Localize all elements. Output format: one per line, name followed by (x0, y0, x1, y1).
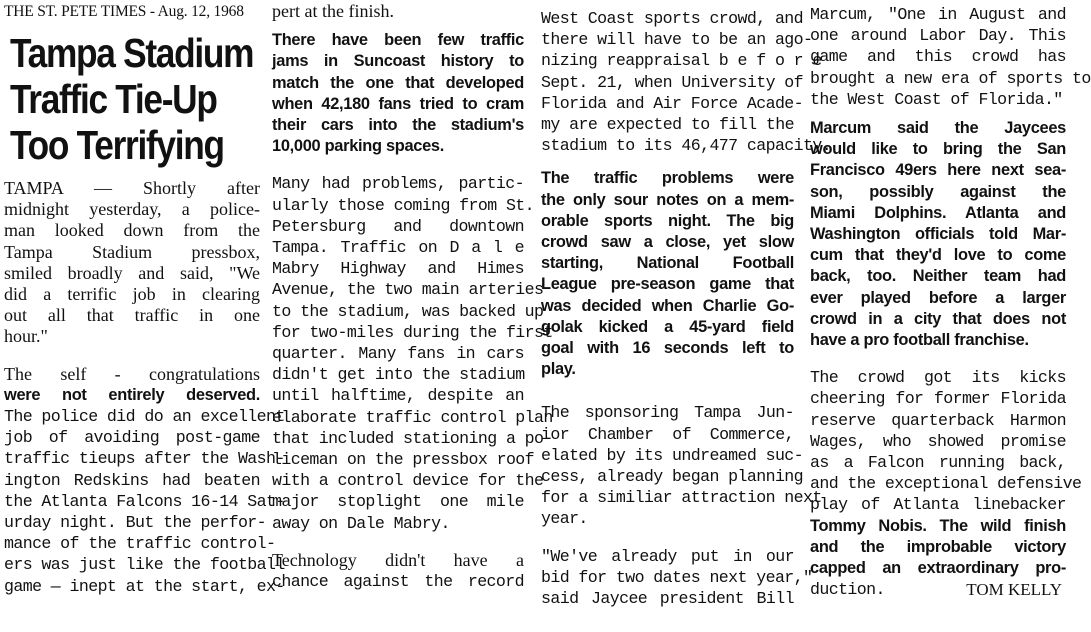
text-line: The crowd got its kicks (810, 368, 1066, 388)
text-line: and the exceptional defensive (810, 474, 1082, 494)
text-line: their cars into the stadium's (272, 116, 524, 135)
paragraph-bold (272, 30, 524, 157)
text-line: capped an extraordinary pro- (810, 559, 1066, 578)
text-line: ers was just like the football (4, 555, 285, 575)
text-line: cess, already began planning (541, 467, 804, 487)
text-line: there will have to be an ago- (541, 30, 813, 50)
text-line: and the improbable victory (810, 537, 1066, 556)
paragraph-bold (541, 168, 794, 380)
text-line: until halftime, despite an (272, 386, 524, 406)
text-line: The police did do an excellent (4, 407, 285, 427)
text-line: goal with 16 seconds left to (541, 339, 794, 358)
text-line: duction. (810, 580, 885, 600)
paragraph (541, 546, 813, 610)
text-line: Washington officials told Mar- (810, 225, 1066, 244)
text-line: urday night. But the perfor- (4, 513, 267, 533)
text-line: 10,000 parking spaces. (272, 137, 444, 156)
text-line: ever played before a larger (810, 288, 1066, 307)
text-line: have a pro football franchise. (810, 331, 1029, 350)
text-line: The self - congratulations (4, 363, 260, 384)
text-line: the Atlanta Falcons 16-14 Sat- (4, 491, 285, 511)
text-line: pert at the finish. (272, 1, 394, 21)
text-line: golak kicked a 45-yard field (541, 317, 794, 336)
paragraph (272, 550, 524, 592)
text-line: for two-miles during the first (272, 322, 553, 342)
text-line: play of Atlanta linebacker (810, 495, 1066, 515)
text-line: ington Redskins had beaten (4, 470, 260, 490)
paragraph (4, 178, 260, 348)
text-line: job of avoiding post-game (4, 428, 260, 448)
paragraph (810, 367, 1082, 600)
text-line: brought a new era of sports to (810, 68, 1091, 88)
text-line: The traffic problems were (541, 169, 794, 188)
text-line: Wages, who showed promise (810, 431, 1066, 451)
text-line: Marcum said the Jaycees (810, 119, 1066, 138)
paragraph-bold (810, 118, 1066, 351)
text-line: Florida and Air Force Acade- (541, 93, 804, 113)
headline-line-1: Tampa Stadium (10, 30, 254, 76)
text-line: cheering for former Florida (810, 389, 1066, 409)
paragraph (272, 1, 524, 22)
paragraph (541, 402, 822, 529)
text-line: Tampa Stadium pressbox, (4, 241, 260, 262)
article-column-4 (810, 0, 1091, 632)
text-line: There have been few traffic (272, 31, 524, 50)
text-line: crowd in a city that does not (810, 309, 1066, 328)
text-line: midnight yesterday, a police- (4, 199, 260, 220)
text-line: Avenue, the two main arteries (272, 280, 544, 300)
headline-line-3: Too Terrifying (10, 122, 224, 168)
text-line: TAMPA — Shortly after (4, 178, 260, 198)
text-line: jams in Suncoast history to (272, 52, 524, 71)
text-line: Sept. 21, when University of (541, 72, 804, 92)
headline (10, 30, 254, 168)
text-line: game — inept at the start, ex- (4, 576, 285, 596)
text-line: game and this crowd has (810, 47, 1066, 67)
text-line: man looked down from the (4, 220, 260, 241)
text-line: that included stationing a po- (272, 428, 553, 448)
text-line: play. (541, 360, 576, 379)
text-line: ior Chamber of Commerce, (541, 424, 794, 444)
text-line: orable sports night. The big (541, 211, 794, 230)
article-column-3 (541, 0, 832, 632)
text-line: for a similiar attraction next (541, 488, 822, 508)
text-line: away on Dale Mabry. (272, 513, 450, 533)
text-line: Marcum, "One in August and (810, 5, 1066, 24)
text-line: year. (541, 509, 588, 529)
text-line: to the stadium, was backed up (272, 301, 544, 321)
text-line: match the one that developed (272, 73, 524, 92)
text-line: West Coast sports crowd, and (541, 9, 804, 28)
text-line: starting, National Football (541, 254, 794, 273)
text-line: bid for two dates next year," (541, 567, 813, 587)
text-line: elaborate traffic control plan (272, 407, 553, 427)
text-line: ularly those coming from St. (272, 195, 535, 215)
text-line: crowd saw a close, yet slow (541, 233, 794, 252)
text-line: Technology didn't have a (272, 549, 524, 570)
text-line: my are expected to fill the (541, 115, 794, 135)
text-line: Petersburg and downtown (272, 216, 524, 236)
text-line: elated by its undreamed suc- (541, 445, 804, 465)
text-line: chance against the record (272, 572, 524, 592)
text-line: son, possibly against the (810, 182, 1066, 201)
text-line: stadium to its 46,477 capacity. (541, 136, 832, 156)
text-line: Tommy Nobis. The wild finish (810, 516, 1066, 535)
text-line: Many had problems, partic- (272, 174, 524, 194)
text-line: with a control device for the (272, 471, 544, 491)
text-line: as a Falcon running back, (810, 453, 1066, 473)
text-line: cum that they'd love to come (810, 246, 1066, 265)
text-line: smiled broadly and said, "We (4, 262, 260, 283)
text-line: back, too. Neither team had (810, 267, 1066, 286)
paragraph (4, 363, 285, 597)
text-line: hour." (4, 326, 48, 347)
paragraph (810, 4, 1091, 110)
text-line: traffic tieups after the Wash- (4, 449, 285, 469)
byline: TOM KELLY (966, 580, 1062, 600)
text-line: the only sour notes on a mem- (541, 190, 794, 209)
text-line: The sponsoring Tampa Jun- (541, 403, 794, 423)
text-line: said Jaycee president Bill (541, 589, 794, 609)
text-line: when 42,180 fans tried to cram (272, 94, 524, 113)
text-line: did a terrific job in clearing (4, 284, 260, 305)
text-line: "We've already put in our (541, 546, 794, 566)
text-line: Francisco 49ers here next sea- (810, 161, 1066, 180)
text-line: the West Coast of Florida." (810, 89, 1063, 109)
text-line: major stoplight one mile (272, 492, 524, 512)
text-line: reserve quarterback Harmon (810, 410, 1066, 430)
text-line: Tampa. Traffic on D a l e (272, 238, 524, 258)
text-line: was decided when Charlie Go- (541, 296, 794, 315)
text-line: would like to bring the San (810, 140, 1066, 159)
headline-line-2: Traffic Tie-Up (10, 76, 217, 122)
paragraph (272, 173, 553, 533)
dateline: THE ST. PETE TIMES - Aug. 12, 1968 (4, 3, 244, 20)
text-line: were not entirely deserved. (4, 385, 260, 404)
text-line: League pre-season game that (541, 275, 794, 294)
article-column-2 (272, 0, 553, 632)
text-line: Mabry Highway and Himes (272, 259, 524, 279)
paragraph (541, 8, 832, 156)
text-line: out all that traffic in one (4, 305, 260, 326)
text-line: didn't get into the stadium (272, 365, 525, 385)
article-column-1 (4, 0, 285, 632)
text-line: Miami Dolphins. Atlanta and (810, 203, 1066, 222)
text-line: nizing reappraisal b e f o r e (541, 51, 822, 71)
text-line: mance of the traffic control- (4, 534, 276, 554)
text-line: liceman on the pressbox roof (272, 450, 535, 470)
text-line: quarter. Many fans in cars (272, 344, 524, 364)
text-line: one around Labor Day. This (810, 26, 1066, 46)
